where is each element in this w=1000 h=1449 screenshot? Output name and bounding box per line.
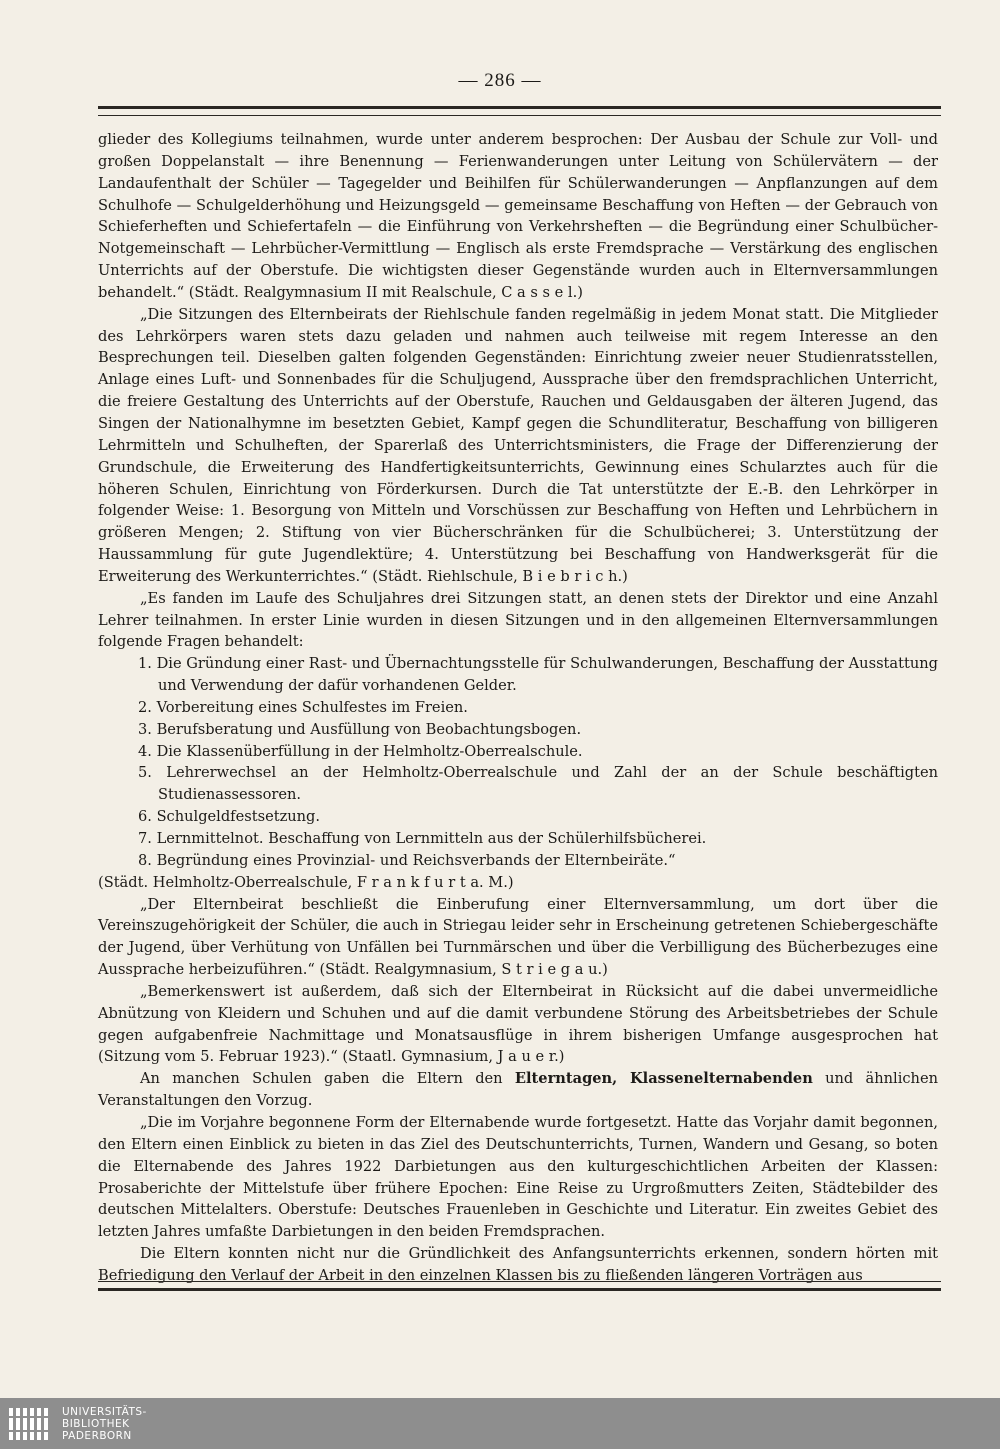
list-item: 6. Schulgeldfestsetzung. <box>138 808 321 826</box>
list-item: 7. Lernmittelnot. Beschaffung von Lernmitteln aus der Schülerhilfsbücherei. <box>138 830 707 847</box>
list-item: 5. Lehrerwechsel an der Helmholtz-Oberrealschule und Zahl der an der Schule beschäftigten Studienassessoren. <box>138 764 938 804</box>
paragraph-6-post: und ähnlichen Veranstaltungen den Vorzug. <box>98 1070 938 1110</box>
paragraph-3: „Es fanden im Laufe des Schuljahres drei Sitzungen statt, an denen stets der Direktor und eine Anzahl Lehrer teilnahmen. In erster Linie wurden in diesen Sitzungen und in den allgemeinen Elternversammlungen folgende Fragen behandelt: <box>98 589 938 651</box>
paragraph-5: „Bemerkenswert ist außerdem, daß sich der Elternbeirat in Rücksicht auf die dabei unvermeidliche Abnützung von Kleidern und Schuhen und auf die damit verbundene Störung des Arbeitsbetriebes der Schule gegen aufgabenfreie Nachmittage und Monatsausflüge in ihrem bisherigen Umfange ausgesprochen hat (Sitzung vom 5. Februar 1923).“ (Staatl. Gymnasium, J a u e r.) <box>98 982 938 1066</box>
library-name-line: PADERBORN <box>62 1430 132 1442</box>
paragraph-2: „Die Sitzungen des Elternbeirats der Riehlschule fanden regelmäßig in jedem Monat statt. Die Mitglieder des Lehrkörpers waren stets dazu geladen und nahmen auch teilweise mit regem Interesse an den Besprechungen teil. Dieselben galten folgenden Gegenständen: Einrichtung zweier neuer Studienratsstellen, Anlage eines Luft- und Sonnenbades für die Schuljugend, Aussprache über den fremdsprachlichen Unterricht, die freiere Gestaltung des Unterrichts auf der Oberstufe, Rauchen und Geldausgaben der älteren Jugend, das Singen der Nationalhymne im besetzten Gebiet, Kampf gegen die Schundliteratur, Beschaffung von billigeren Lehrmitteln und Schulheften, der Sparerlaß des Unterrichtsministers, die Frage der Differenzierung der Grundschule, die Erweiterung des Handfertigkeitsunterrichts, Gewinnung eines Schularztes auch für die höheren Schulen, Einrichtung von Förderkursen. Durch die Tat unterstützte der E.-B. den Lehrkörper in folgender Weise: 1. Besorgung von Mitteln und Vorschüssen zur Beschaffung von Heften und Lehrbüchern in größeren Mengen; 2. Stiftung von vier Bücherschränken für die Schulbücherei; 3. Unterstützung der Haussammlung für gute Jugendlektüre; 4. Unterstützung bei Beschaffung von Handwerksgerät für die Erweiterung des Werkunterrichtes.“ (Städt. Riehlschule, B i e b r i c h.) <box>98 305 938 585</box>
list-item: 3. Berufsberatung und Ausfüllung von Beobachtungsbogen. <box>138 720 582 738</box>
list-item: 8. Begründung eines Provinzial- und Reichsverbands der Elternbeiräte.“ <box>138 851 676 869</box>
library-columns-icon <box>8 1406 54 1442</box>
paragraph-7: „Die im Vorjahre begonnene Form der Elternabende wurde fortgesetzt. Hatte das Vorjahr damit begonnen, den Eltern einen Einblick zu bieten in das Ziel des Deutschunterrichts, Turnen, Wandern und Gesang, so boten die Elternabende des Jahres 1922 Darbietungen aus den kulturgeschichtlichen Arbeiten der Klassen: Prosaberichte der Mittelstufe über frühere Epochen: Eine Reise zu Urgroßmutters Zeiten, Städtebilder des deutschen Mittelalters. Oberstufe: Deutsches Frauenleben in Geschichte und Literatur. Ein zweites Gebiet des letzten Jahres umfaßte Darbietungen in den beiden Fremdsprachen. <box>98 1113 938 1241</box>
paragraph-6-pre: An manchen Schulen gaben die Eltern den <box>140 1070 515 1088</box>
header-double-rule <box>98 106 941 116</box>
list-item: 4. Die Klassenüberfüllung in der Helmholtz-Oberrealschule. <box>138 742 583 760</box>
list-item: 2. Vorbereitung eines Schulfestes im Freien. <box>138 698 468 716</box>
paragraph-4: „Der Elternbeirat beschließt die Einberufung einer Elternversammlung, um dort über die Vereinszugehörigkeit der Schüler, die auch in Striegau leider sehr in Erscheinung getretenen Schiebergeschäfte der Jugend, über Verhütung von Unfällen bei Turnmärschen und über die Verbilligung des Bücherbezuges eine Aussprache herbeizuführen.“ (Städt. Realgymnasium, S t r i e g a u.) <box>98 895 938 979</box>
paragraph-1: glieder des Kollegiums teilnahmen, wurde unter anderem besprochen: Der Ausbau der Schule zur Voll- und großen Doppelanstalt — ihre Benennung — Ferienwanderungen unter Leitung von Schülervätern — der Landaufenthalt der Schüler — Tagegelder und Beihilfen für Schülerwanderungen — Anpflanzungen auf dem Schulhofe — Schulgelderhöhung und Heizungsgeld — gemeinsame Beschaffung von Heften — der Gebrauch von Schieferheften und Schiefertafeln — die Einführung von Verkehrsheften — die Begründung einer Schulbücher-Notgemeinschaft — Lehrbücher-Vermittlung — Englisch als erste Fremdsprache — Verstärkung des englischen Unterrichts auf der Oberstufe. Die wichtigsten dieser Gegenstände wurden auch in Elternversammlungen behandelt.“ (Städt. Realgymnasium II mit Realschule, C a s s e l.) <box>98 131 938 301</box>
questions-list <box>98 653 938 871</box>
paragraph-6-emphasis: Elterntagen, Klassenelternabenden <box>514 1070 813 1088</box>
library-name-line: UNIVERSITÄTS- <box>62 1406 147 1418</box>
paragraph-8: Die Eltern konnten nicht nur die Gründlichkeit des Anfangsunterrichts erkennen, sondern hörten mit Befriedigung den Verlauf der Arbeit in den einzelnen Klassen bis zu fließenden längeren Vorträgen aus <box>98 1245 938 1284</box>
page-number: — 286 — <box>458 70 542 91</box>
library-name <box>62 1406 182 1442</box>
body-text <box>98 129 938 1287</box>
footer-double-rule <box>98 1281 941 1291</box>
paragraph-6 <box>98 1068 938 1112</box>
library-name-line: BIBLIOTHEK <box>62 1418 130 1430</box>
list-item: 1. Die Gründung einer Rast- und Übernachtungsstelle für Schulwanderungen, Beschaffung der Ausstattung und Verwendung der dafür vorhandenen Gelder. <box>138 655 938 695</box>
source-citation: (Städt. Helmholtz-Oberrealschule, F r a n k f u r t a. M.) <box>98 873 514 891</box>
library-footer <box>0 1398 1000 1449</box>
